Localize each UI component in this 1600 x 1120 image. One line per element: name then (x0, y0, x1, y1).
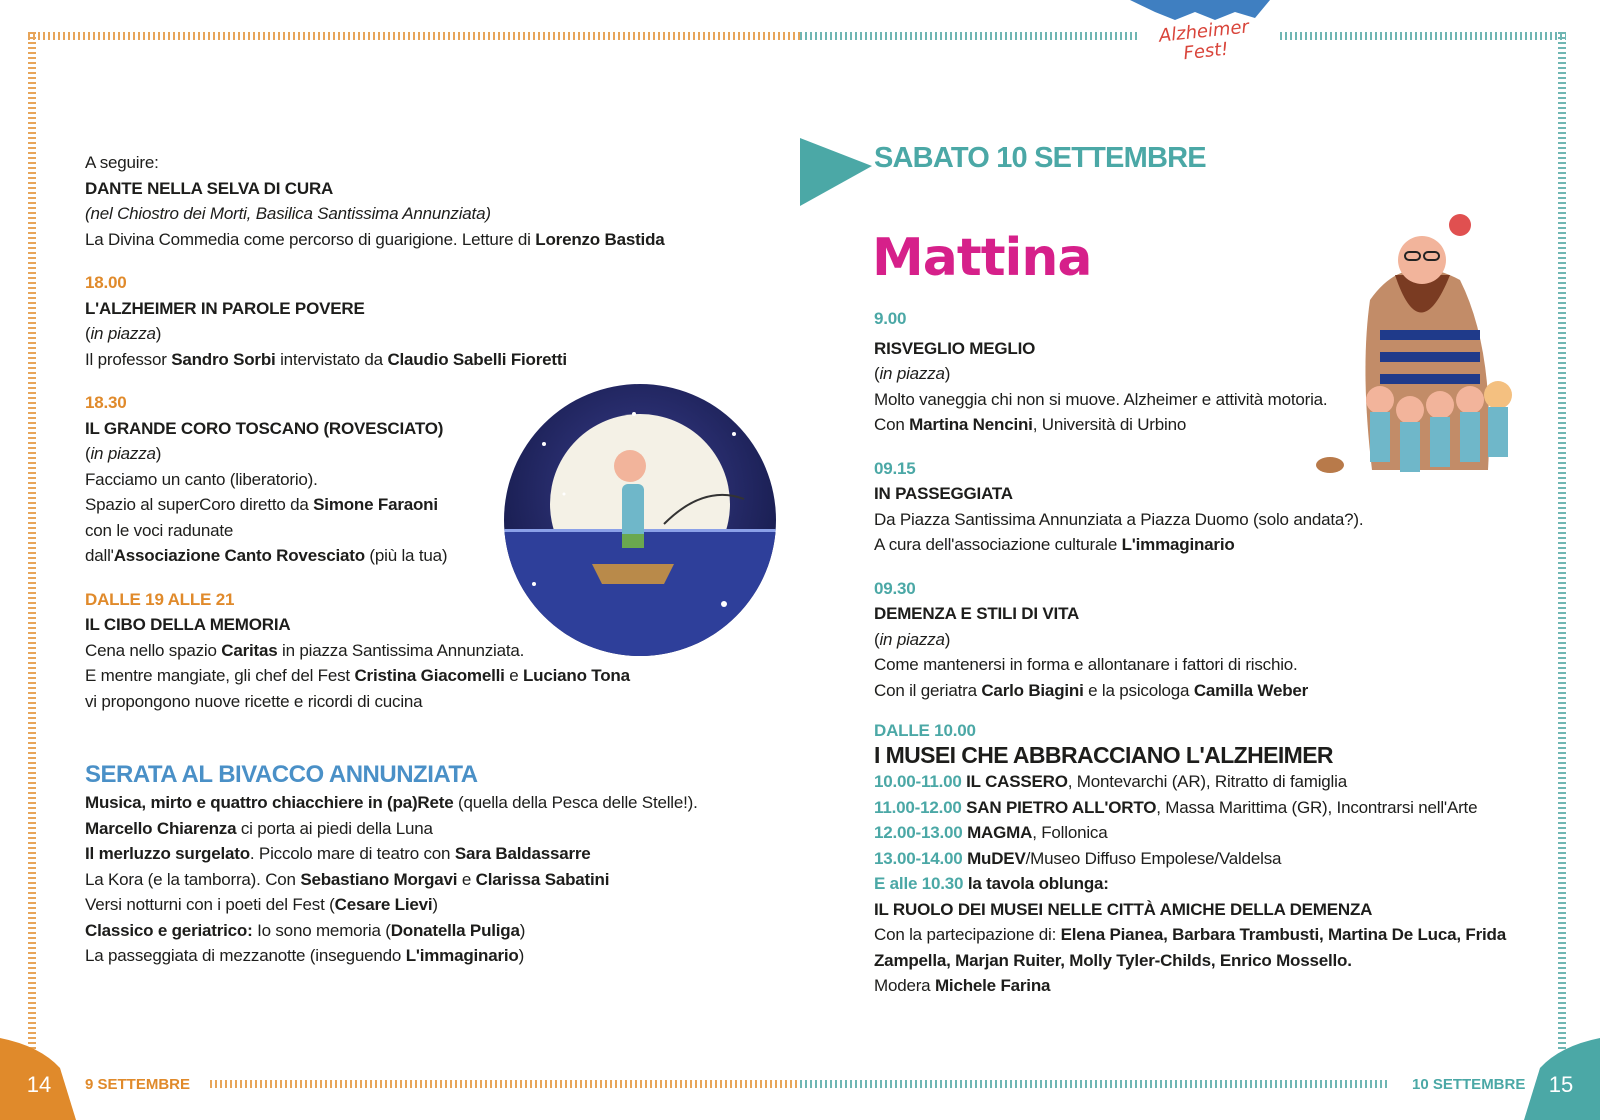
tavola-oblunga: E alle 10.30 la tavola oblunga: (874, 874, 1109, 893)
serata-line7: La passeggiata di mezzanotte (inseguendo L'immaginario) (85, 946, 525, 965)
event-demenza-line2: Con il geriatra Carlo Biagini e la psicologa Camilla Weber (874, 680, 1309, 700)
event-cibo-line3: vi propongono nuove ricette e ricordi di cucina (85, 691, 423, 711)
event-passeggiata-title: IN PASSEGGIATA (874, 484, 1013, 503)
event-risveglio-title: RISVEGLIO MEGLIO (874, 338, 1036, 358)
musei-title: I MUSEI CHE ABBRACCIANO L'ALZHEIMER (874, 742, 1333, 768)
dante-desc: La Divina Commedia come percorso di guarigione. Letture di Lorenzo Bastida (85, 229, 665, 249)
right-column (874, 306, 1534, 999)
left-border (28, 32, 36, 1052)
event-risveglio-line2: Con Martina Nencini, Università di Urbino (874, 415, 1187, 434)
time-9-00: 9.00 (874, 309, 907, 328)
time-dalle-19: DALLE 19 ALLE 21 (85, 589, 235, 609)
top-border-middle (800, 32, 1140, 40)
museo-4: 13.00-14.00 MuDEV/Museo Diffuso Empolese/Valdelsa (874, 848, 1282, 868)
serata-line4: La Kora (e la tamborra). Con Sebastiano Morgavi e Clarissa Sabatini (85, 869, 610, 889)
event-parole-povere-place: (in piazza) (85, 324, 162, 343)
intro-text: A seguire: (85, 153, 159, 172)
dante-title: DANTE NELLA SELVA DI CURA (85, 178, 334, 198)
serata-line2: Marcello Chiarenza ci porta ai piedi della Luna (85, 818, 433, 838)
event-demenza-title: DEMENZA E STILI DI VITA (874, 604, 1080, 623)
partecipanti-line1: Con la partecipazione di: Elena Pianea, Barbara Trambusti, Martina De Luca, Frida (874, 925, 1506, 944)
event-demenza-place: (in piazza) (874, 629, 951, 649)
serata-line3: Il merluzzo surgelato. Piccolo mare di teatro con Sara Baldassarre (85, 844, 591, 863)
day-title: SABATO 10 SETTEMBRE (874, 142, 1206, 174)
event-demenza-line1: Come mantenersi in forma e allontanare i fattori di rischio. (874, 655, 1298, 674)
footer-label-right: 10 SETTEMBRE (1412, 1076, 1526, 1093)
moon-illustration (504, 384, 776, 656)
serata-line5: Versi notturni con i poeti del Fest (Cesare Lievi) (85, 895, 438, 914)
time-18-00: 18.00 (85, 273, 127, 292)
event-passeggiata-line1: Da Piazza Santissima Annunziata a Piazza Duomo (solo andata?). (874, 509, 1364, 529)
bottom-border-right (800, 1080, 1390, 1088)
alzheimer-fest-logo (1130, 0, 1270, 80)
museo-2: 11.00-12.00 SAN PIETRO ALL'ORTO, Massa Marittima (GR), Incontrarsi nell'Arte (874, 797, 1478, 817)
serata-title: SERATA AL BIVACCO ANNUNZIATA (85, 761, 478, 788)
top-border-right (1280, 32, 1566, 40)
event-coro-place: (in piazza) (85, 444, 162, 463)
page-number-left: 14 (26, 1072, 52, 1097)
event-parole-povere-desc: Il professor Sandro Sorbi intervistato da Claudio Sabelli Fioretti (85, 349, 567, 369)
time-09-15: 09.15 (874, 458, 916, 478)
event-cibo-title: IL CIBO DELLA MEMORIA (85, 615, 291, 634)
dante-place: (nel Chiostro dei Morti, Basilica Santissima Annunziata) (85, 204, 491, 223)
museo-3: 12.00-13.00 MAGMA, Follonica (874, 823, 1108, 842)
footer-label-left: 9 SETTEMBRE (85, 1076, 191, 1093)
museo-1: 10.00-11.00 IL CASSERO, Montevarchi (AR), Ritratto di famiglia (874, 772, 1347, 791)
logo-text: Alzheimer Fest! (1157, 16, 1250, 65)
event-cibo-line1: Cena nello spazio Caritas in piazza Santissima Annunziata. (85, 640, 525, 660)
serata-line6: Classico e geriatrico: Io sono memoria (Donatella Puliga) (85, 920, 526, 940)
event-risveglio-line1: Molto vaneggia chi non si muove. Alzheimer e attività motoria. (874, 389, 1328, 409)
event-coro-line1: Facciamo un canto (liberatorio). (85, 469, 318, 489)
event-parole-povere-title: L'ALZHEIMER IN PAROLE POVERE (85, 298, 365, 318)
serata-line1: Musica, mirto e quattro chiacchiere in (pa)Rete (quella della Pesca delle Stelle!). (85, 793, 698, 812)
moderatore: Modera Michele Farina (874, 976, 1051, 995)
bottom-border-left (210, 1080, 800, 1088)
page-number-right: 15 (1548, 1072, 1574, 1097)
event-coro-line3: con le voci radunate (85, 520, 234, 540)
top-border-left (28, 32, 800, 40)
event-risveglio-place: (in piazza) (874, 364, 951, 383)
right-border (1558, 32, 1566, 1052)
event-coro-title: IL GRANDE CORO TOSCANO (ROVESCIATO) (85, 418, 444, 438)
triangle-marker (800, 138, 872, 208)
partecipanti-line2: Zampella, Marjan Ruiter, Molly Tyler-Childs, Enrico Mossello. (874, 950, 1352, 970)
mattina-heading: Mattina (872, 228, 1092, 288)
event-passeggiata-line2: A cura dell'associazione culturale L'immaginario (874, 535, 1235, 554)
time-09-30: 09.30 (874, 578, 916, 598)
ruolo-title: IL RUOLO DEI MUSEI NELLE CITTÀ AMICHE DELLA DEMENZA (874, 899, 1373, 919)
time-18-30: 18.30 (85, 393, 127, 412)
event-coro-line4: dall'Associazione Canto Rovesciato (più la tua) (85, 546, 448, 565)
event-coro-line2: Spazio al superCoro diretto da Simone Faraoni (85, 495, 438, 514)
time-dalle-10: DALLE 10.00 (874, 721, 976, 740)
event-cibo-line2: E mentre mangiate, gli chef del Fest Cristina Giacomelli e Luciano Tona (85, 666, 630, 685)
